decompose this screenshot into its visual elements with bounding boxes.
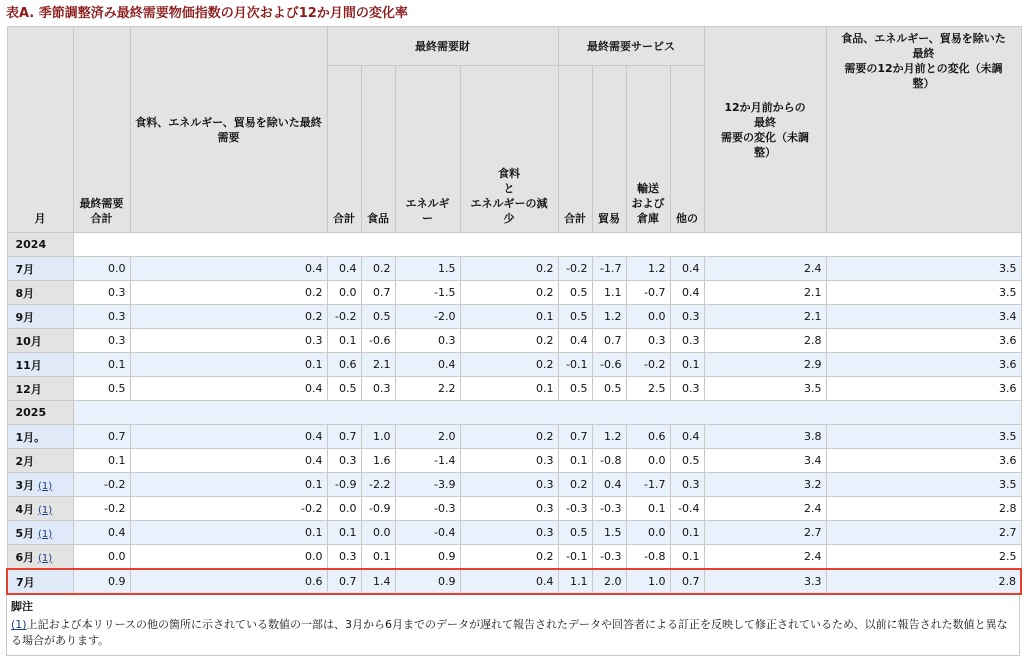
value-cell: 0.9 (395, 545, 460, 570)
header-goods-less (460, 66, 558, 233)
value-cell: 0.7 (558, 425, 592, 449)
table-row (7, 449, 1021, 473)
month-cell (7, 305, 73, 329)
value-cell: 1.5 (395, 257, 460, 281)
value-cell: 0.5 (670, 449, 704, 473)
value-cell: 0.5 (558, 305, 592, 329)
value-cell: 0.9 (395, 569, 460, 594)
header-change12 (704, 27, 826, 233)
header-goods-group: 最終需要財 (327, 27, 558, 66)
value-cell: 0.3 (327, 545, 361, 570)
value-cell: 0.4 (460, 569, 558, 594)
value-cell: 0.0 (327, 497, 361, 521)
month-label: 4月 (15, 502, 35, 516)
table-row (7, 353, 1021, 377)
value-cell: 3.6 (826, 329, 1021, 353)
value-cell: 0.1 (73, 353, 130, 377)
header-change12-less-text: 食品、エネルギー、貿易を除いた 最終 需要の12か月前との変化（未調 整） (841, 32, 1006, 90)
value-cell: 0.3 (460, 497, 558, 521)
value-cell: 0.3 (73, 281, 130, 305)
value-cell: 0.4 (558, 329, 592, 353)
value-cell: 3.4 (704, 449, 826, 473)
value-cell: 2.1 (704, 305, 826, 329)
value-cell: 1.2 (592, 305, 626, 329)
value-cell: 0.1 (73, 449, 130, 473)
month-label: 10月 (15, 334, 42, 348)
value-cell: 0.5 (73, 377, 130, 401)
value-cell: 0.7 (327, 425, 361, 449)
footnote-ref-link[interactable]: (1) (38, 480, 53, 492)
value-cell: 2.5 (626, 377, 670, 401)
value-cell: 2.8 (826, 569, 1021, 594)
value-cell: -1.5 (395, 281, 460, 305)
value-cell: -0.9 (361, 497, 395, 521)
value-cell: 3.6 (826, 377, 1021, 401)
value-cell: -3.9 (395, 473, 460, 497)
value-cell: 0.3 (361, 377, 395, 401)
month-label: 8月 (15, 286, 35, 300)
value-cell: 0.0 (73, 545, 130, 570)
value-cell: -1.7 (626, 473, 670, 497)
footnote-text: 上記および本リリースの他の箇所に示されている数値の一部は、3月から6月までのデータが遅れて報告されたデータや回答者による訂正を反映して修正されているため、以前に報告された数値と異なる場合があります。 (11, 618, 1008, 647)
value-cell: -0.8 (592, 449, 626, 473)
table-row (7, 521, 1021, 545)
value-cell: 0.0 (626, 449, 670, 473)
footnote-ref-link[interactable]: (1) (38, 552, 53, 564)
header-svc-transport-text: 輸送 および 倉庫 (631, 182, 665, 225)
month-cell (7, 257, 73, 281)
value-cell: -0.2 (73, 497, 130, 521)
value-cell: -2.0 (395, 305, 460, 329)
year-spacer (73, 233, 1021, 257)
month-label: 3月 (15, 478, 35, 492)
value-cell: 0.7 (327, 569, 361, 594)
value-cell: 0.2 (460, 257, 558, 281)
value-cell: 2.9 (704, 353, 826, 377)
value-cell: 3.5 (826, 281, 1021, 305)
table-title: 表A. 季節調整済み最終需要物価指数の月次および12か月間の変化率 (6, 6, 408, 21)
table-row (7, 281, 1021, 305)
table-row (7, 497, 1021, 521)
value-cell: 0.1 (460, 377, 558, 401)
table-row-highlighted (7, 569, 1021, 594)
month-label: 6月 (15, 550, 35, 564)
value-cell: 0.3 (670, 377, 704, 401)
value-cell: 0.6 (626, 425, 670, 449)
table-row (7, 545, 1021, 570)
value-cell: 0.2 (460, 281, 558, 305)
value-cell: 0.7 (73, 425, 130, 449)
value-cell: 0.3 (73, 305, 130, 329)
value-cell: 3.2 (704, 473, 826, 497)
table-row (7, 473, 1021, 497)
value-cell: 2.1 (361, 353, 395, 377)
value-cell: 0.3 (395, 329, 460, 353)
value-cell: 1.1 (558, 569, 592, 594)
footnote-link[interactable]: (1) (11, 618, 27, 631)
header-goods-less-text: 食料 と エネルギーの減 少 (470, 167, 548, 225)
value-cell: 0.7 (361, 281, 395, 305)
value-cell: 0.1 (130, 473, 327, 497)
year-row (7, 401, 1021, 425)
month-cell (7, 449, 73, 473)
header-svc-trade: 貿易 (592, 66, 626, 233)
value-cell: 0.1 (327, 329, 361, 353)
value-cell: 3.6 (826, 353, 1021, 377)
month-cell (7, 329, 73, 353)
value-cell: 0.2 (460, 329, 558, 353)
value-cell: 3.5 (826, 257, 1021, 281)
value-cell: 2.4 (704, 497, 826, 521)
value-cell: 0.1 (626, 497, 670, 521)
table-row (7, 377, 1021, 401)
value-cell: 0.4 (592, 473, 626, 497)
value-cell: 0.7 (592, 329, 626, 353)
value-cell: 3.3 (704, 569, 826, 594)
value-cell: 3.4 (826, 305, 1021, 329)
value-cell: -0.2 (558, 257, 592, 281)
value-cell: -0.3 (592, 497, 626, 521)
value-cell: 0.3 (460, 473, 558, 497)
header-fd-total-text: 最終需要 合計 (79, 197, 124, 225)
value-cell: 2.5 (826, 545, 1021, 570)
value-cell: 0.4 (327, 257, 361, 281)
header-fd-less (130, 27, 327, 233)
year-label: 2025 (7, 401, 73, 425)
value-cell: 0.0 (626, 305, 670, 329)
month-label: 11月 (15, 358, 42, 372)
header-svc-transport (626, 66, 670, 233)
value-cell: 0.9 (73, 569, 130, 594)
month-cell (7, 473, 73, 497)
value-cell: -0.8 (626, 545, 670, 570)
value-cell: 0.4 (670, 425, 704, 449)
value-cell: -2.2 (361, 473, 395, 497)
value-cell: 0.2 (558, 473, 592, 497)
value-cell: 0.0 (130, 545, 327, 570)
value-cell: 2.7 (826, 521, 1021, 545)
value-cell: 2.4 (704, 257, 826, 281)
month-cell (7, 545, 73, 570)
value-cell: -0.7 (626, 281, 670, 305)
month-label: 1月。 (15, 430, 46, 444)
value-cell: 0.1 (361, 545, 395, 570)
table-row (7, 329, 1021, 353)
value-cell: 0.4 (395, 353, 460, 377)
table-row (7, 425, 1021, 449)
value-cell: 1.5 (592, 521, 626, 545)
value-cell: 2.7 (704, 521, 826, 545)
value-cell: 1.0 (361, 425, 395, 449)
value-cell: 2.0 (395, 425, 460, 449)
footnote-ref-link[interactable]: (1) (38, 504, 53, 516)
value-cell: 0.1 (558, 449, 592, 473)
value-cell: 0.1 (327, 521, 361, 545)
value-cell: -0.1 (558, 353, 592, 377)
value-cell: -0.1 (558, 545, 592, 570)
value-cell: 1.1 (592, 281, 626, 305)
value-cell: 1.2 (626, 257, 670, 281)
table-row (7, 257, 1021, 281)
header-goods-energy (395, 66, 460, 233)
month-label: 7月 (16, 575, 35, 589)
value-cell: 2.0 (592, 569, 626, 594)
value-cell: 3.5 (826, 473, 1021, 497)
value-cell: 0.1 (670, 545, 704, 570)
year-spacer (73, 401, 1021, 425)
value-cell: 3.6 (826, 449, 1021, 473)
value-cell: 0.3 (460, 449, 558, 473)
value-cell: 0.4 (130, 449, 327, 473)
value-cell: 0.4 (130, 425, 327, 449)
value-cell: -0.4 (395, 521, 460, 545)
month-label: 12月 (15, 382, 42, 396)
table-body (7, 233, 1021, 595)
value-cell: -0.6 (592, 353, 626, 377)
value-cell: 3.5 (826, 425, 1021, 449)
value-cell: 0.4 (130, 377, 327, 401)
header-month: 月 (7, 27, 73, 233)
value-cell: 2.1 (704, 281, 826, 305)
value-cell: -0.3 (592, 545, 626, 570)
value-cell: 2.4 (704, 545, 826, 570)
value-cell: -1.4 (395, 449, 460, 473)
value-cell: 0.2 (460, 545, 558, 570)
header-services-group: 最終需要サービス (558, 27, 704, 66)
footnote-ref-link[interactable]: (1) (38, 528, 53, 540)
value-cell: 1.6 (361, 449, 395, 473)
value-cell: 0.5 (361, 305, 395, 329)
value-cell: -1.7 (592, 257, 626, 281)
ppi-table (6, 26, 1022, 595)
value-cell: 0.4 (670, 281, 704, 305)
footnote-text-block (11, 617, 1015, 649)
value-cell: 0.1 (460, 305, 558, 329)
month-cell (7, 569, 73, 594)
header-goods-total: 合計 (327, 66, 361, 233)
value-cell: -0.6 (361, 329, 395, 353)
value-cell: -0.2 (73, 473, 130, 497)
value-cell: 0.5 (327, 377, 361, 401)
value-cell: 0.6 (130, 569, 327, 594)
footnotes (6, 595, 1020, 656)
month-label: 9月 (15, 310, 35, 324)
value-cell: -0.2 (130, 497, 327, 521)
month-cell (7, 425, 73, 449)
footnotes-heading: 脚注 (11, 600, 33, 613)
month-cell (7, 353, 73, 377)
header-goods-energy-text: エネルギ ー (405, 197, 450, 225)
header-change12-text: 12か月前からの 最終 需要の変化（未調 整） (721, 100, 809, 159)
value-cell: 0.2 (361, 257, 395, 281)
value-cell: 0.1 (670, 353, 704, 377)
header-svc-total: 合計 (558, 66, 592, 233)
value-cell: 0.3 (670, 305, 704, 329)
value-cell: 0.2 (130, 281, 327, 305)
month-cell (7, 377, 73, 401)
value-cell: 0.2 (460, 425, 558, 449)
value-cell: 1.2 (592, 425, 626, 449)
value-cell: 1.0 (626, 569, 670, 594)
value-cell: 0.5 (558, 377, 592, 401)
month-cell (7, 497, 73, 521)
value-cell: 0.2 (460, 353, 558, 377)
value-cell: 0.3 (670, 473, 704, 497)
value-cell: 0.4 (130, 257, 327, 281)
value-cell: 0.5 (558, 521, 592, 545)
value-cell: 3.5 (704, 377, 826, 401)
value-cell: 0.5 (558, 281, 592, 305)
value-cell: -0.2 (626, 353, 670, 377)
header-change12-less (826, 27, 1021, 233)
value-cell: 0.3 (626, 329, 670, 353)
value-cell: 0.0 (626, 521, 670, 545)
table-container (6, 0, 1020, 656)
month-label: 5月 (15, 526, 35, 540)
value-cell: 0.0 (327, 281, 361, 305)
value-cell: 2.8 (826, 497, 1021, 521)
value-cell: 0.2 (130, 305, 327, 329)
value-cell: 0.7 (670, 569, 704, 594)
value-cell: 0.3 (670, 329, 704, 353)
header-goods-food: 食品 (361, 66, 395, 233)
value-cell: -0.9 (327, 473, 361, 497)
year-label: 2024 (7, 233, 73, 257)
header-fd-less-text: 食料、エネルギー、貿易を除いた最終 需要 (135, 115, 322, 144)
month-cell (7, 281, 73, 305)
value-cell: 1.4 (361, 569, 395, 594)
month-cell (7, 521, 73, 545)
value-cell: 0.1 (130, 521, 327, 545)
value-cell: -0.3 (395, 497, 460, 521)
table-row (7, 305, 1021, 329)
month-label: 7月 (15, 262, 35, 276)
value-cell: 3.8 (704, 425, 826, 449)
value-cell: 0.1 (670, 521, 704, 545)
value-cell: -0.2 (327, 305, 361, 329)
value-cell: 0.5 (592, 377, 626, 401)
value-cell: 0.3 (460, 521, 558, 545)
value-cell: 0.3 (130, 329, 327, 353)
header-fd-total (73, 27, 130, 233)
value-cell: 2.2 (395, 377, 460, 401)
value-cell: 0.0 (73, 257, 130, 281)
value-cell: 2.8 (704, 329, 826, 353)
value-cell: 0.6 (327, 353, 361, 377)
year-row (7, 233, 1021, 257)
value-cell: 0.0 (361, 521, 395, 545)
value-cell: 0.3 (73, 329, 130, 353)
month-label: 2月 (15, 454, 35, 468)
value-cell: 0.3 (327, 449, 361, 473)
header-svc-other: 他の (670, 66, 704, 233)
value-cell: -0.4 (670, 497, 704, 521)
value-cell: 0.1 (130, 353, 327, 377)
value-cell: 0.4 (73, 521, 130, 545)
value-cell: -0.3 (558, 497, 592, 521)
value-cell: 0.4 (670, 257, 704, 281)
